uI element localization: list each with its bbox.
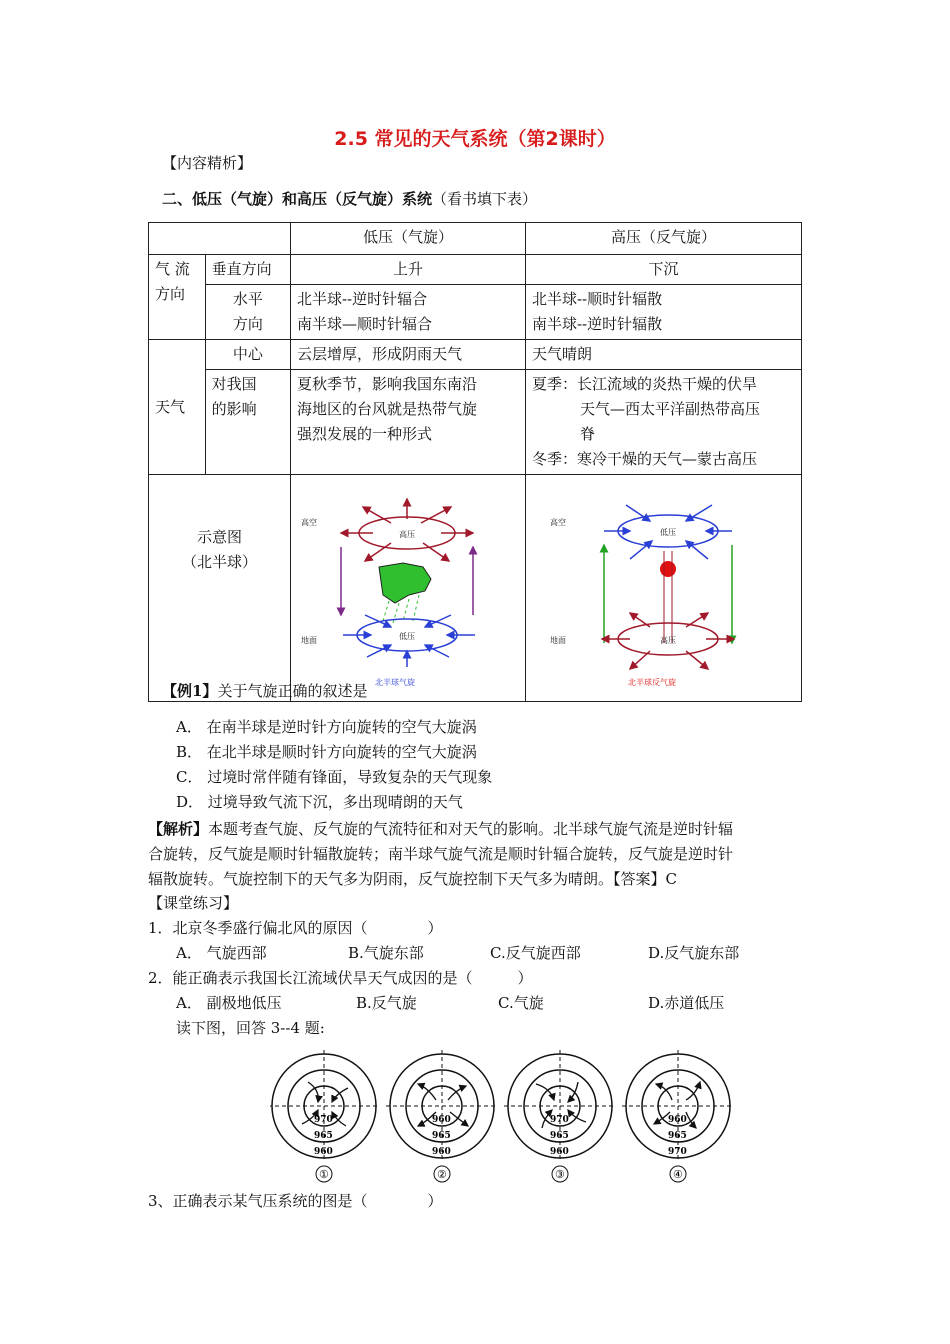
analysis-line-1: 【解析】本题考查气旋、反气旋的气流特征和对天气的影响。北半球气旋气流是逆时针辐 [148, 820, 734, 838]
section-label: 【内容精析】 [162, 154, 253, 172]
horizontal-label: 水平 方向 [205, 285, 290, 340]
anticyclone-bottom-label: 地面 [549, 636, 566, 645]
heading-bold: 二、低压（气旋）和高压（反气旋）系统 [162, 190, 433, 208]
figure-3-label: ③ [555, 1168, 565, 1181]
cyclone-top-label: 高空 [300, 518, 317, 527]
question-1: 1．北京冬季盛行偏北风的原因（ ） [148, 919, 443, 937]
q1-option-d: D.反气旋东部 [648, 944, 740, 962]
high-header: 高压（反气旋） [525, 223, 801, 255]
anticyclone-caption: 北半球反气旋 [627, 678, 676, 687]
high-diagram-cell [525, 475, 801, 702]
figure-1-isobar-inner: 970 [314, 1115, 333, 1125]
page-title: 2.5 常见的天气系统（第2课时） [334, 128, 616, 150]
low-impact: 夏秋季节，影响我国东南沿 海地区的台风就是热带气旋 强烈发展的一种形式 [290, 370, 525, 475]
analysis-line-3: 辐散旋转。气旋控制下的天气多为阴雨，反气旋控制下天气多为晴朗。【答案】C [148, 870, 677, 888]
table-corner [149, 223, 291, 255]
airflow-label: 气 流 方向 [149, 255, 206, 340]
low-horizontal: 北半球--逆时针辐合 南半球—顺时针辐合 [290, 285, 525, 340]
example-option-c: C． 过境时常伴随有锋面，导致复杂的天气现象 [176, 768, 493, 786]
anticyclone-vertical-arrows [604, 545, 732, 643]
analysis-line-2: 合旋转，反气旋是顺时针辐散旋转；南半球气旋气流是顺时针辐合旋转，反气旋是逆时针 [148, 845, 734, 863]
figure-3 [504, 1050, 616, 1182]
question-3: 3、正确表示某气压系统的图是（ ） [148, 1192, 443, 1210]
diagram-label: 示意图 （北半球） [149, 475, 291, 702]
low-center: 云层增厚，形成阴雨天气 [290, 340, 525, 370]
figure-4-label: ④ [673, 1168, 683, 1181]
cloud-icon [379, 563, 431, 603]
cyclone-convergent-arrows [343, 615, 475, 667]
low-diagram-cell [290, 475, 525, 702]
figure-2-label: ② [437, 1168, 447, 1181]
isobar-figures [270, 1048, 740, 1188]
example-option-d: D． 过境导致气流下沉，多出现晴朗的天气 [176, 793, 463, 811]
anticyclone-top-label: 高空 [549, 518, 566, 527]
example-stem: 【例1】关于气旋正确的叙述是 [162, 682, 368, 700]
anticyclone-diagram [526, 475, 800, 693]
figure-4-isobar-inner: 960 [668, 1115, 687, 1125]
cyclone-caption: 北半球气旋 [374, 678, 415, 687]
read-note: 读下图，回答 3--4 题: [176, 1019, 325, 1037]
q1-option-a: A． 气旋西部 [176, 944, 267, 962]
low-header: 低压（气旋） [290, 223, 525, 255]
figure-3-isobar-inner: 970 [550, 1115, 569, 1125]
q2-option-b: B.反气旋 [356, 994, 417, 1012]
question-2: 2．能正确表示我国长江流域伏旱天气成因的是（ ） [148, 969, 533, 987]
figure-1 [270, 1050, 380, 1182]
figure-3-isobar-middle: 965 [550, 1131, 569, 1141]
answer: 【答案】C [613, 870, 677, 888]
vertical-label: 垂直方向 [205, 255, 290, 285]
high-center: 天气晴朗 [525, 340, 801, 370]
anticyclone-bottom-center: 高压 [659, 636, 676, 645]
figure-4-isobar-outer: 970 [668, 1147, 687, 1157]
high-impact: 夏季：长江流域的炎热干燥的伏旱 天气—西太平洋副热带高压 脊 冬季：寒冷干燥的天气—蒙古高压 [525, 370, 801, 475]
section-heading [162, 188, 537, 209]
figure-2-isobar-outer: 960 [432, 1147, 451, 1157]
cyclone-bottom-center: 低压 [398, 632, 415, 641]
figure-2-isobar-inner: 960 [432, 1115, 451, 1125]
cyclone-bottom-label: 地面 [300, 636, 317, 645]
q2-option-a: A． 副极地低压 [176, 994, 282, 1012]
figure-1-label: ① [319, 1168, 329, 1181]
practice-label: 【课堂练习】 [148, 894, 239, 912]
weather-label: 天气 [149, 340, 206, 475]
figure-2-isobar-middle: 965 [432, 1131, 451, 1141]
example-option-a: A． 在南半球是逆时针方向旋转的空气大旋涡 [176, 718, 477, 736]
figure-2 [386, 1050, 498, 1182]
heading-note: （看书填下表） [432, 190, 538, 208]
comparison-table [148, 222, 802, 702]
q1-option-c: C.反气旋西部 [490, 944, 581, 962]
figure-3-isobar-outer: 960 [550, 1147, 569, 1157]
q2-option-c: C.气旋 [498, 994, 544, 1012]
sun-icon [660, 561, 676, 577]
q2-option-d: D.赤道低压 [648, 994, 725, 1012]
impact-label: 对我国 的影响 [205, 370, 290, 475]
figure-4 [622, 1050, 734, 1182]
example-option-b: B． 在北半球是顺时针方向旋转的空气大旋涡 [176, 743, 477, 761]
q1-option-b: B.气旋东部 [348, 944, 424, 962]
high-vertical: 下沉 [525, 255, 801, 285]
cyclone-top-center: 高压 [398, 530, 415, 539]
anticyclone-top-center: 低压 [659, 528, 676, 537]
low-vertical: 上升 [290, 255, 525, 285]
cyclone-diagram [291, 475, 525, 693]
figure-1-isobar-outer: 960 [314, 1147, 333, 1157]
figure-1-isobar-middle: 965 [314, 1131, 333, 1141]
center-label: 中心 [205, 340, 290, 370]
high-horizontal: 北半球--顺时针辐散 南半球--逆时针辐散 [525, 285, 801, 340]
figure-4-isobar-middle: 965 [668, 1131, 687, 1141]
